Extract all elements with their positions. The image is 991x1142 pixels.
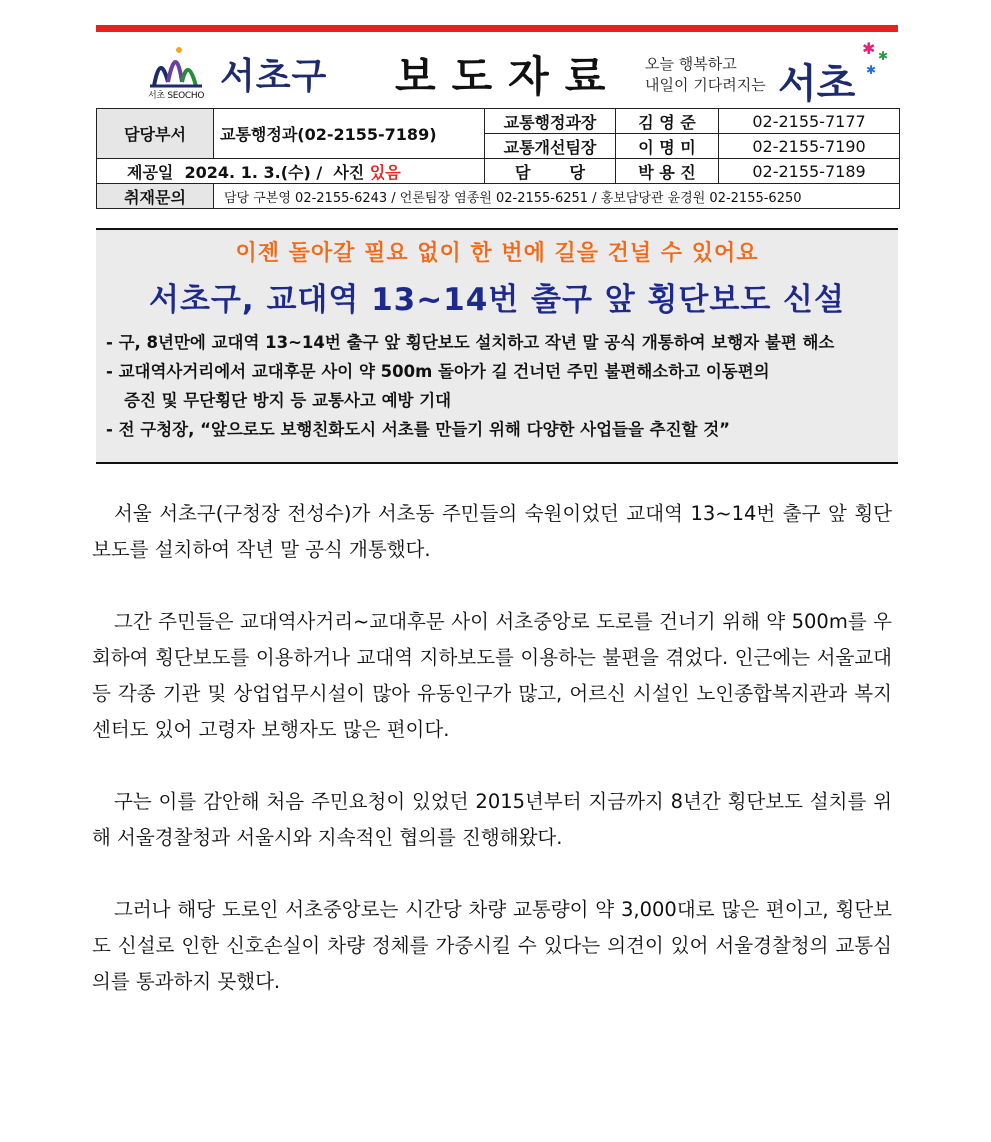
bullet-3: - 전 구청장, “앞으로도 보행친화도시 서초를 만들기 위해 다양한 사업들을 추진할 것” xyxy=(106,420,730,439)
bullet-2b: 증진 및 무단횡단 방지 등 교통사고 예방 기대 xyxy=(124,391,452,410)
headline-box xyxy=(96,228,898,464)
slogan-big: 서초 xyxy=(778,61,856,107)
provide-label: 제공일 xyxy=(127,162,174,182)
article-body xyxy=(92,496,892,1036)
page-title: 보도자료 xyxy=(395,52,622,101)
sparkle-icon xyxy=(858,40,894,80)
paragraph-2: 그간 주민들은 교대역사거리~교대후문 사이 서초중앙로 도로를 건너기 위해 약 500m를 우회하여 횡단보도를 이용하거나 교대역 지하보도를 이용하는 불편을 겪었다. 인근에는 서울교대 등 각종 기관 및 상업업무시설이 많아 유동인구가 많고, 어르신 시설인 노인종합복지관과 복지센터도 있어 고령자 보행자도 많은 편이다. xyxy=(92,610,892,741)
role3: 담 당 xyxy=(485,159,616,184)
inquiry-label: 취재문의 xyxy=(97,184,214,209)
photo-value: 있음 xyxy=(369,162,401,182)
headline-bullets xyxy=(106,328,896,444)
name2: 이 명 미 xyxy=(616,134,719,159)
dept-value: 교통행정과(02-2155-7189) xyxy=(214,109,485,159)
dept-label: 담당부서 xyxy=(97,109,214,159)
phone1: 02-2155-7177 xyxy=(719,109,900,134)
top-red-bar xyxy=(96,25,898,32)
logo-small-text: 서초 SEOCHO xyxy=(148,91,205,101)
photo-label: 사진 xyxy=(333,162,365,182)
bullet-2a: - 교대역사거리에서 교대후문 사이 약 500m 돌아가 길 건너던 주민 불편해소하고 이동편의 xyxy=(106,362,770,381)
role1: 교통행정과장 xyxy=(485,109,616,134)
seocho-emblem-icon xyxy=(146,42,206,92)
phone3: 02-2155-7189 xyxy=(719,159,900,184)
paragraph-1: 서울 서초구(구청장 전성수)가 서초동 주민들의 숙원이었던 교대역 13~14번 출구 앞 횡단보도를 설치하여 작년 말 공식 개통했다. xyxy=(92,502,892,561)
slogan xyxy=(645,54,766,96)
name1: 김 영 준 xyxy=(616,109,719,134)
logo-name: 서초구 xyxy=(220,56,328,97)
paragraph-3: 구는 이를 감안해 처음 주민요청이 있었던 2015년부터 지금까지 8년간 횡단보도 설치를 위해 서울경찰청과 서울시와 지속적인 협의를 진행해왔다. xyxy=(92,790,892,849)
svg-text:✱: ✱ xyxy=(866,63,877,77)
slogan-line1: 오늘 행복하고 xyxy=(645,55,737,73)
paragraph-4: 그러나 해당 도로인 서초중앙로는 시간당 차량 교통량이 약 3,000대로 많은 편이고, 횡단보도 신설로 인한 신호손실이 차량 정체를 가중시킬 수 있다는 의견이 있어 서울경찰청의 교통심의를 통과하지 못했다. xyxy=(92,898,892,993)
seocho-logo xyxy=(140,42,340,102)
inquiry-value: 담당 구본영 02-2155-6243 / 언론팀장 염종원 02-2155-6251 / 홍보담당관 윤경원 02-2155-6250 xyxy=(214,184,900,209)
provide-row xyxy=(97,159,485,184)
slogan-line2: 내일이 기다려지는 xyxy=(645,76,766,94)
headline-title: 서초구, 교대역 13~14번 출구 앞 횡단보도 신설 xyxy=(149,282,845,318)
svg-text:✱: ✱ xyxy=(862,40,876,58)
name3: 박 용 진 xyxy=(616,159,719,184)
info-table xyxy=(96,108,900,209)
phone2: 02-2155-7190 xyxy=(719,134,900,159)
headline-subtitle: 이젠 돌아갈 필요 없이 한 번에 길을 건널 수 있어요 xyxy=(235,241,759,266)
svg-text:✱: ✱ xyxy=(878,49,889,63)
role2: 교통개선팀장 xyxy=(485,134,616,159)
bullet-1: - 구, 8년만에 교대역 13~14번 출구 앞 횡단보도 설치하고 작년 말 공식 개통하여 보행자 불편 해소 xyxy=(106,333,835,352)
provide-date: 2024. 1. 3.(수) / xyxy=(184,162,323,182)
